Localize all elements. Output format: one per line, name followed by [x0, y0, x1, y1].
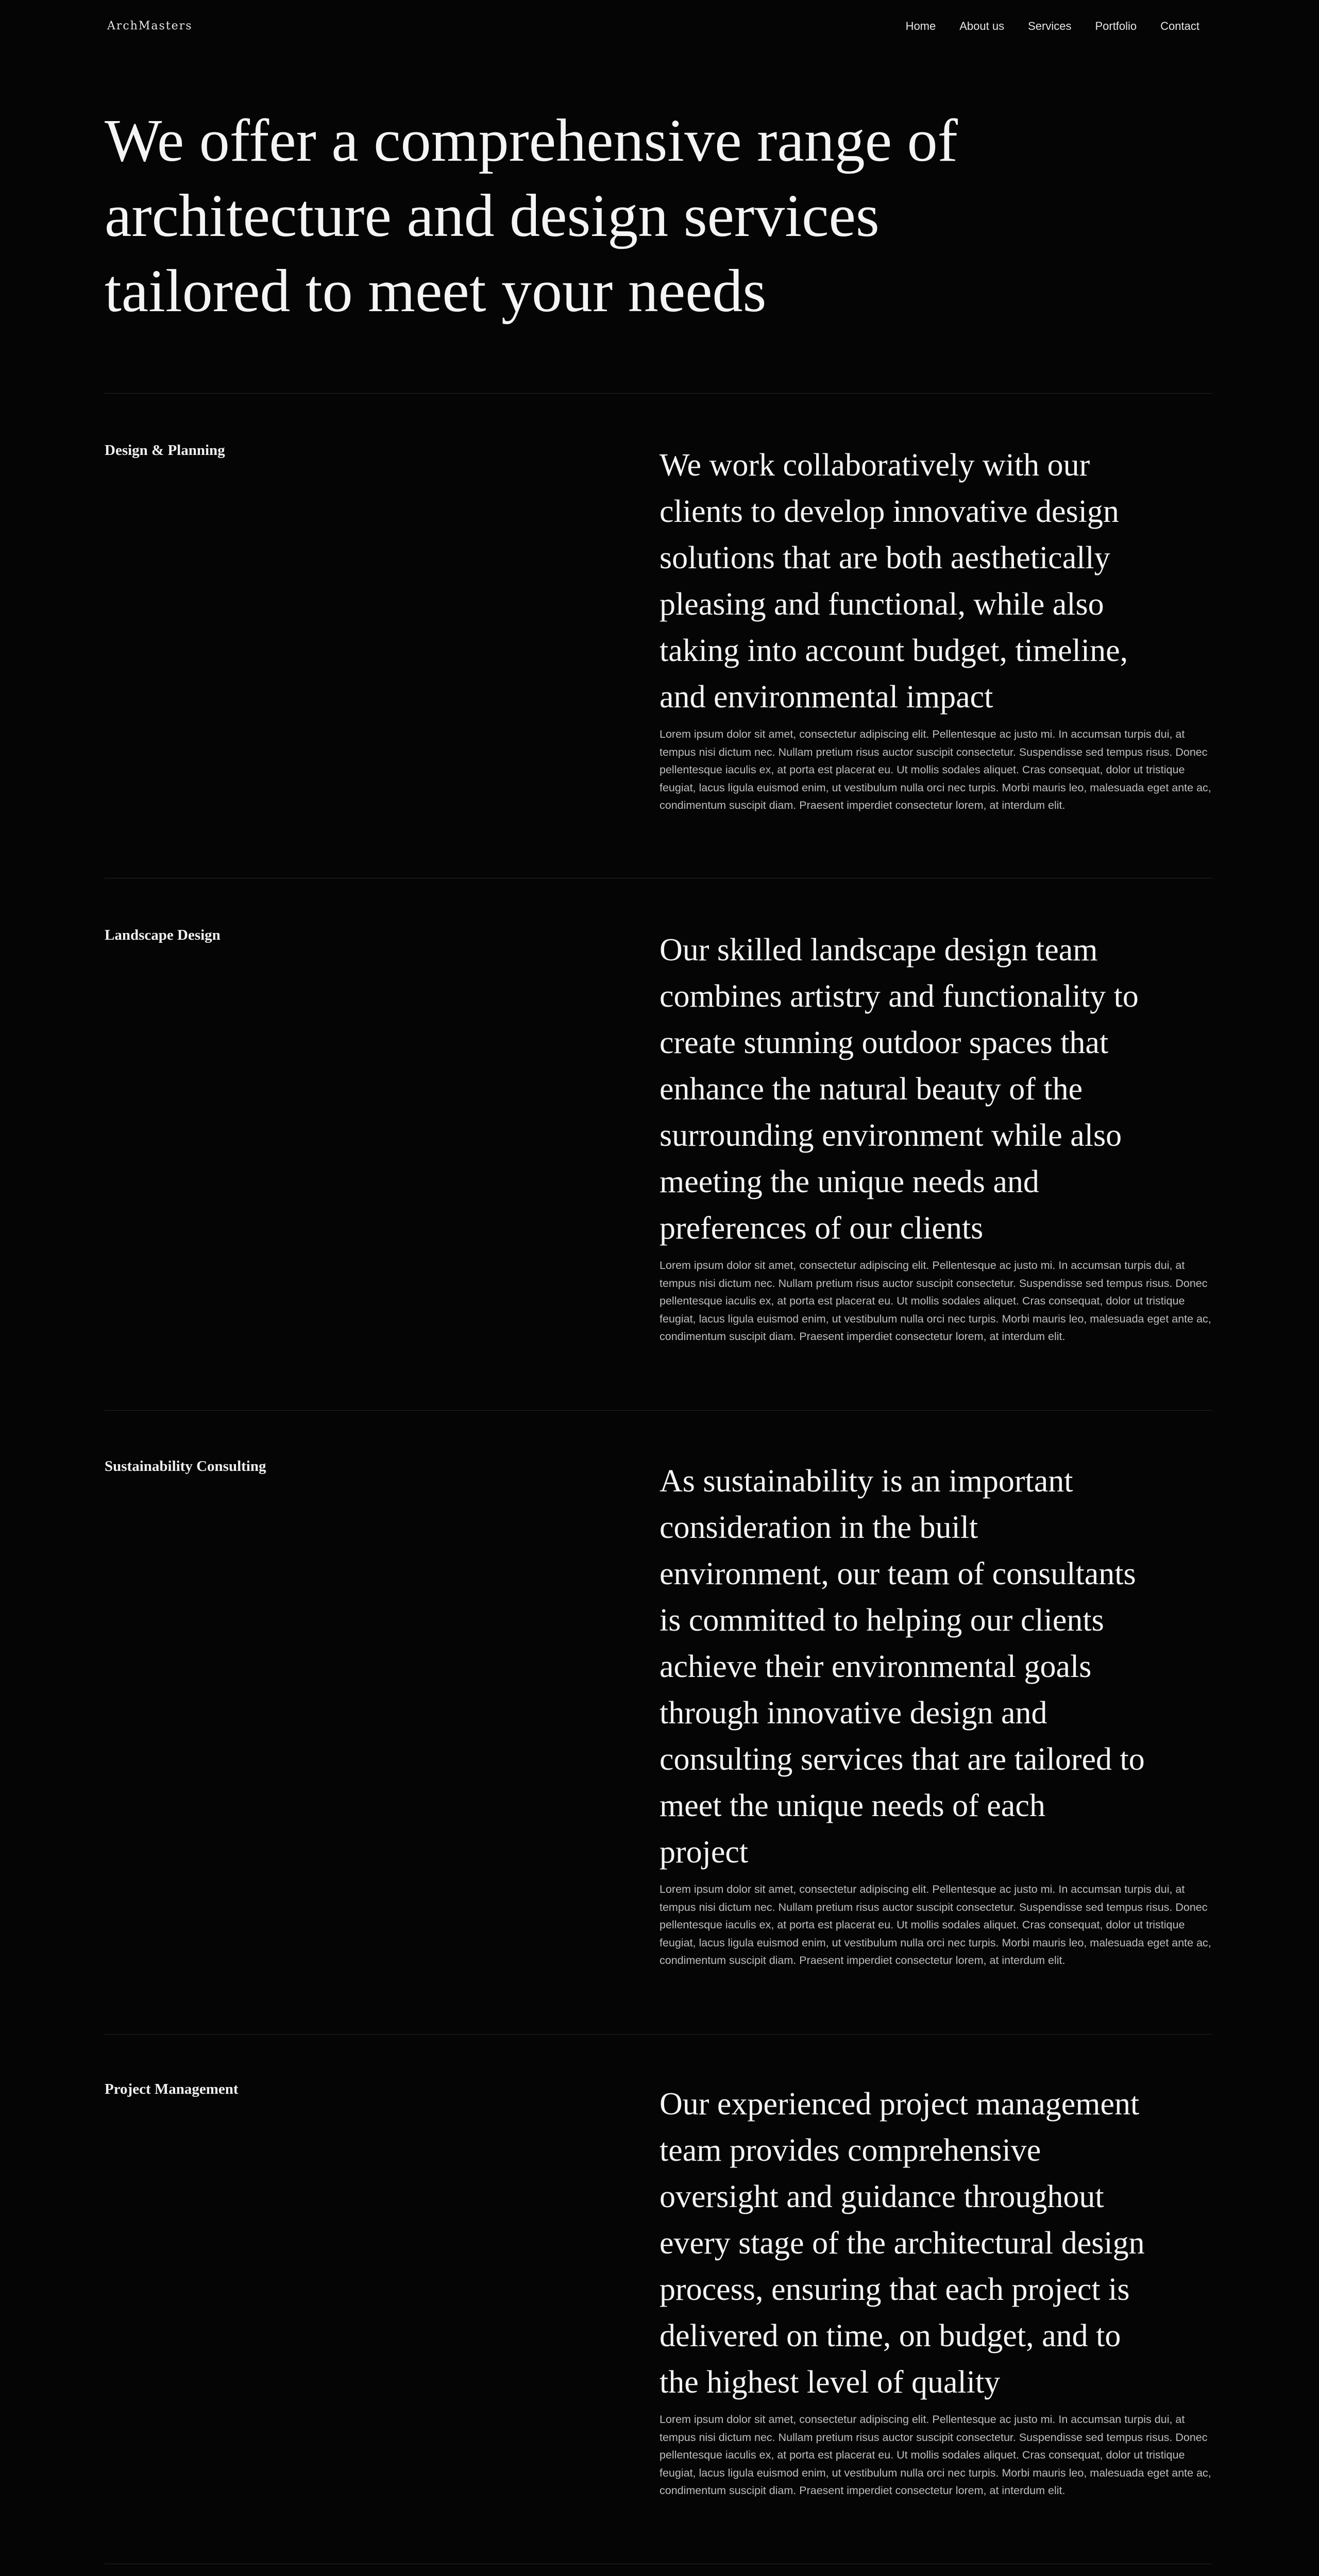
- nav-menu: [906, 20, 1199, 33]
- service-content: [660, 1458, 1213, 1970]
- heading-line: project: [660, 1835, 749, 1870]
- heading-line: Our skilled landscape design team: [660, 933, 1098, 968]
- heading-line: consulting services that are tailored to: [660, 1742, 1145, 1777]
- heading-line: pleasing and functional, while also: [660, 587, 1104, 622]
- heading-line: preferences of our clients: [660, 1211, 984, 1246]
- heading-line: As sustainability is an important: [660, 1464, 1073, 1499]
- heading-line: Our experienced project management: [660, 2087, 1140, 2122]
- service-name: Design & Planning: [105, 442, 225, 459]
- section-divider: [105, 1410, 1212, 1411]
- service-name: Landscape Design: [105, 927, 221, 943]
- service-heading: [660, 442, 1213, 720]
- site-logo[interactable]: ArchMasters: [107, 20, 193, 32]
- heading-line: is committed to helping our clients: [660, 1603, 1104, 1638]
- nav-link-about[interactable]: About us: [959, 20, 1005, 32]
- nav-link-services[interactable]: Services: [1028, 20, 1072, 32]
- nav-link-contact[interactable]: Contact: [1160, 20, 1199, 32]
- heading-line: environment, our team of consultants: [660, 1556, 1136, 1591]
- service-heading: [660, 1458, 1213, 1875]
- heading-line: meeting the unique needs and: [660, 1164, 1039, 1199]
- heading-line: meet the unique needs of each: [660, 1788, 1045, 1823]
- heading-line: enhance the natural beauty of the: [660, 1072, 1083, 1107]
- heading-line: combines artistry and functionality to: [660, 979, 1139, 1014]
- heading-line: taking into account budget, timeline,: [660, 633, 1128, 668]
- heading-line: clients to develop innovative design: [660, 494, 1119, 529]
- hero-title-line: tailored to meet your needs: [105, 257, 767, 325]
- heading-line: oversight and guidance throughout: [660, 2179, 1104, 2214]
- heading-line: and environmental impact: [660, 680, 993, 715]
- top-nav: [0, 0, 1319, 52]
- nav-link-portfolio[interactable]: Portfolio: [1095, 20, 1137, 32]
- heading-line: through innovative design and: [660, 1696, 1047, 1731]
- heading-line: surrounding environment while also: [660, 1118, 1122, 1153]
- service-heading: [660, 2081, 1213, 2405]
- heading-line: team provides comprehensive: [660, 2133, 1041, 2168]
- nav-link-home[interactable]: Home: [905, 20, 936, 32]
- heading-line: We work collaboratively with our: [660, 448, 1090, 483]
- service-description: Lorem ipsum dolor sit amet, consectetur adipiscing elit. Pellentesque ac justo mi. In accumsan turpis dui, at tempus nisi dictum nec. Nullam pretium risus auctor suscipit consectetur. Suspendisse sed tempus risus. Donec pellentesque iaculis ex, at porta est placerat eu. Ut mollis sodales aliquet. Cras consequat, dolor ut tristique feugiat, lacus ligula euismod enim, ut vestibulum nulla orci nec turpis. Morbi mauris leo, malesuada eget ante ac, condimentum suscipit diam. Praesent imperdiet consectetur lorem, at interdum elit.: [660, 2413, 1211, 2497]
- heading-line: solutions that are both aesthetically: [660, 540, 1110, 575]
- hero-title: [105, 103, 1187, 329]
- service-content: [660, 442, 1213, 815]
- heading-line: every stage of the architectural design: [660, 2226, 1145, 2261]
- service-content: [660, 2081, 1213, 2500]
- heading-line: the highest level of quality: [660, 2365, 1001, 2400]
- service-content: [660, 927, 1213, 1346]
- service-description: Lorem ipsum dolor sit amet, consectetur adipiscing elit. Pellentesque ac justo mi. In accumsan turpis dui, at tempus nisi dictum nec. Nullam pretium risus auctor suscipit consectetur. Suspendisse sed tempus risus. Donec pellentesque iaculis ex, at porta est placerat eu. Ut mollis sodales aliquet. Cras consequat, dolor ut tristique feugiat, lacus ligula euismod enim, ut vestibulum nulla orci nec turpis. Morbi mauris leo, malesuada eget ante ac, condimentum suscipit diam. Praesent imperdiet consectetur lorem, at interdum elit.: [660, 728, 1211, 811]
- service-name: Project Management: [105, 2081, 239, 2097]
- heading-line: delivered on time, on budget, and to: [660, 2318, 1121, 2353]
- heading-line: achieve their environmental goals: [660, 1649, 1092, 1684]
- hero-title-line: architecture and design services: [105, 182, 880, 249]
- hero-title-line: We offer a comprehensive range of: [105, 107, 958, 174]
- service-name: Sustainability Consulting: [105, 1458, 266, 1475]
- heading-line: process, ensuring that each project is: [660, 2272, 1130, 2307]
- heading-line: consideration in the built: [660, 1510, 978, 1545]
- section-divider: [105, 393, 1212, 394]
- service-heading: [660, 927, 1213, 1251]
- heading-line: create stunning outdoor spaces that: [660, 1025, 1109, 1060]
- section-divider: [105, 2034, 1212, 2035]
- service-description: Lorem ipsum dolor sit amet, consectetur adipiscing elit. Pellentesque ac justo mi. In accumsan turpis dui, at tempus nisi dictum nec. Nullam pretium risus auctor suscipit consectetur. Suspendisse sed tempus risus. Donec pellentesque iaculis ex, at porta est placerat eu. Ut mollis sodales aliquet. Cras consequat, dolor ut tristique feugiat, lacus ligula euismod enim, ut vestibulum nulla orci nec turpis. Morbi mauris leo, malesuada eget ante ac, condimentum suscipit diam. Praesent imperdiet consectetur lorem, at interdum elit.: [660, 1259, 1211, 1343]
- service-description: Lorem ipsum dolor sit amet, consectetur adipiscing elit. Pellentesque ac justo mi. In accumsan turpis dui, at tempus nisi dictum nec. Nullam pretium risus auctor suscipit consectetur. Suspendisse sed tempus risus. Donec pellentesque iaculis ex, at porta est placerat eu. Ut mollis sodales aliquet. Cras consequat, dolor ut tristique feugiat, lacus ligula euismod enim, ut vestibulum nulla orci nec turpis. Morbi mauris leo, malesuada eget ante ac, condimentum suscipit diam. Praesent imperdiet consectetur lorem, at interdum elit.: [660, 1883, 1211, 1967]
